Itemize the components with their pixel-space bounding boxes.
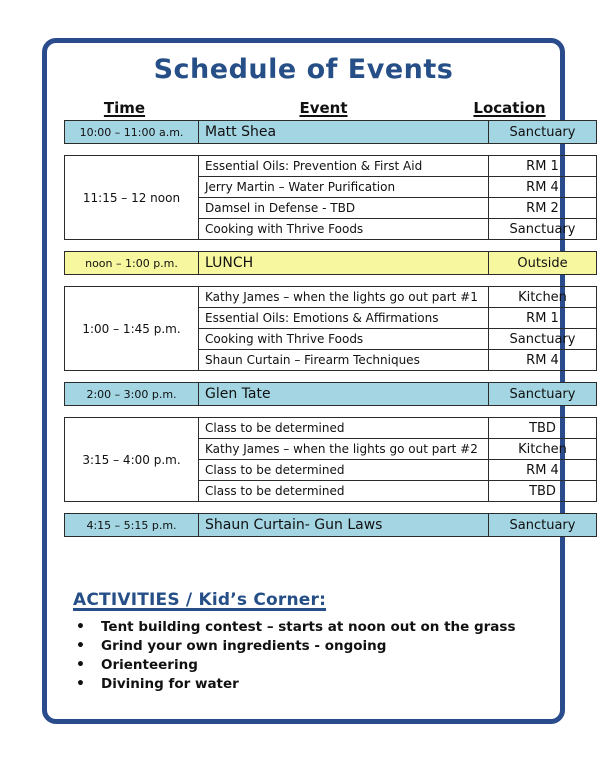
- activity-item: • Orienteering: [73, 656, 560, 674]
- schedule-block-7: [64, 513, 597, 537]
- table-row: [65, 121, 597, 144]
- schedule-block-4: [64, 286, 597, 371]
- document-border: [42, 38, 576, 724]
- location-cell: Sanctuary: [489, 329, 597, 350]
- table-row: [65, 287, 597, 308]
- location-cell: Kitchen: [489, 439, 597, 460]
- activity-item: • Grind your own ingredients - ongoing: [73, 637, 560, 655]
- location-cell: Sanctuary: [489, 514, 597, 537]
- event-cell: Damsel in Defense - TBD: [199, 198, 489, 219]
- location-cell: TBD: [489, 418, 597, 439]
- time-cell: 2:00 – 3:00 p.m.: [65, 383, 199, 406]
- location-cell: RM 4: [489, 350, 597, 371]
- event-cell: Essential Oils: Prevention & First Aid: [199, 156, 489, 177]
- activities-heading: ACTIVITIES / Kid’s Corner:: [73, 590, 327, 610]
- location-cell: Sanctuary: [489, 383, 597, 406]
- table-header-row: [64, 99, 557, 117]
- activity-list: [73, 618, 560, 693]
- event-cell: Shaun Curtain – Firearm Techniques: [199, 350, 489, 371]
- event-cell: Jerry Martin – Water Purification: [199, 177, 489, 198]
- event-cell: Class to be determined: [199, 418, 489, 439]
- event-cell: Essential Oils: Emotions & Affirmations: [199, 308, 489, 329]
- schedule-block-6: [64, 417, 597, 502]
- table-row: [65, 418, 597, 439]
- time-cell: 4:15 – 5:15 p.m.: [65, 514, 199, 537]
- col-header-time: Time: [103, 99, 146, 117]
- schedule-table: [64, 120, 576, 537]
- activity-item: • Divining for water: [73, 675, 560, 693]
- time-cell: 11:15 – 12 noon: [65, 156, 199, 240]
- col-header-event: Event: [299, 99, 348, 117]
- page-title: Schedule of Events: [153, 54, 454, 85]
- table-row: [65, 156, 597, 177]
- time-cell: noon – 1:00 p.m.: [65, 252, 199, 275]
- schedule-block-5: [64, 382, 597, 406]
- schedule-block-3-lunch: [64, 251, 597, 275]
- event-cell: Kathy James – when the lights go out part #2: [199, 439, 489, 460]
- activities-section: [73, 590, 560, 693]
- location-cell: TBD: [489, 481, 597, 502]
- event-cell: Class to be determined: [199, 460, 489, 481]
- event-cell: Glen Tate: [199, 383, 489, 406]
- location-cell: RM 4: [489, 460, 597, 481]
- location-cell: RM 4: [489, 177, 597, 198]
- location-cell: RM 2: [489, 198, 597, 219]
- location-cell: Sanctuary: [489, 219, 597, 240]
- event-cell: Cooking with Thrive Foods: [199, 219, 489, 240]
- event-cell: Shaun Curtain- Gun Laws: [199, 514, 489, 537]
- event-cell: Matt Shea: [199, 121, 489, 144]
- event-cell: Cooking with Thrive Foods: [199, 329, 489, 350]
- activity-item: • Tent building contest – starts at noon out on the grass: [73, 618, 560, 636]
- time-cell: 10:00 – 11:00 a.m.: [65, 121, 199, 144]
- col-header-location: Location: [473, 99, 546, 117]
- location-cell: Kitchen: [489, 287, 597, 308]
- location-cell: RM 1: [489, 156, 597, 177]
- location-cell: RM 1: [489, 308, 597, 329]
- table-row: [65, 514, 597, 537]
- table-row: [65, 383, 597, 406]
- time-cell: 3:15 – 4:00 p.m.: [65, 418, 199, 502]
- schedule-block-1: [64, 120, 597, 144]
- event-cell: Class to be determined: [199, 481, 489, 502]
- table-row: [65, 252, 597, 275]
- location-cell: Outside: [489, 252, 597, 275]
- event-cell: LUNCH: [199, 252, 489, 275]
- schedule-block-2: [64, 155, 597, 240]
- event-cell: Kathy James – when the lights go out part #1: [199, 287, 489, 308]
- time-cell: 1:00 – 1:45 p.m.: [65, 287, 199, 371]
- location-cell: Sanctuary: [489, 121, 597, 144]
